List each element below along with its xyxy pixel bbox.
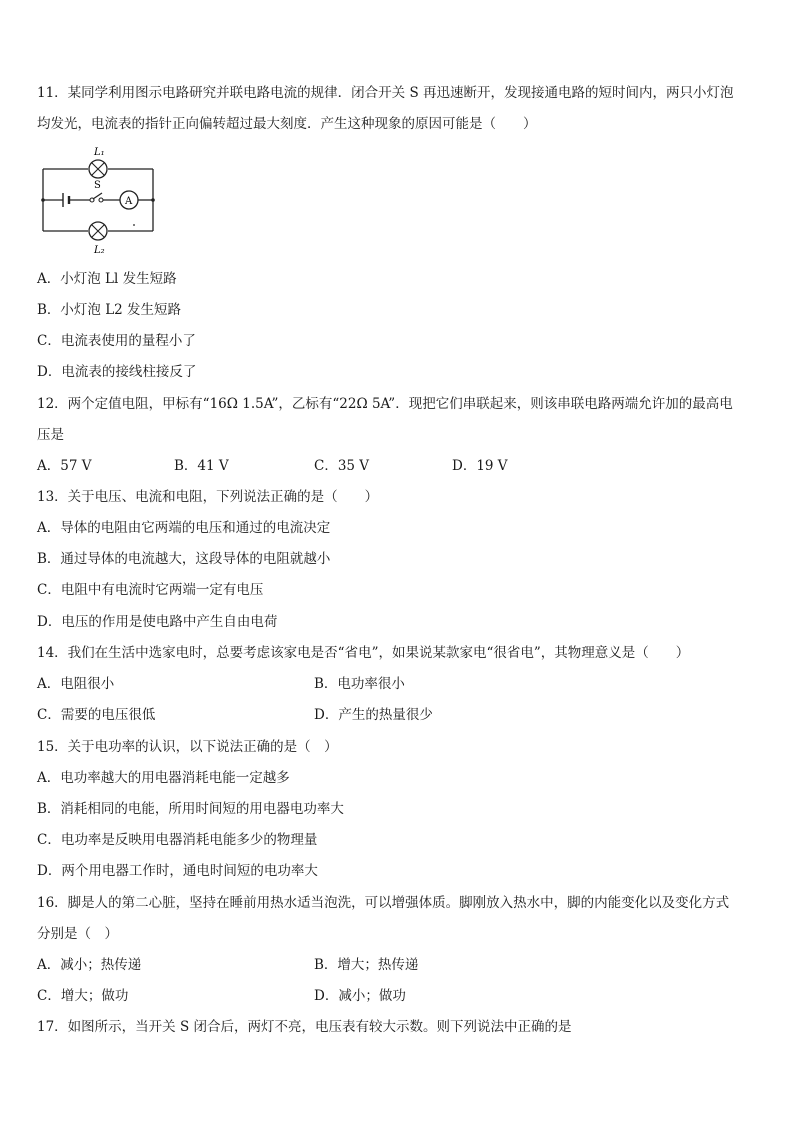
switch-symbol: [90, 193, 103, 202]
q16-option-a: A．减小；热传递: [37, 957, 142, 973]
q11-option-c: C．电流表使用的量程小了: [37, 333, 196, 349]
battery-symbol: [63, 193, 69, 207]
label-l2: L₂: [94, 245, 105, 256]
q15-option-b: B．消耗相同的电能，所用时间短的用电器电功率大: [37, 801, 344, 817]
q12-option-a: A．57 V: [37, 458, 92, 474]
label-ammeter: A: [125, 196, 133, 207]
q14-option-a: A．电阻很小: [37, 676, 115, 692]
q15-option-a: A．电功率越大的用电器消耗电能一定越多: [37, 770, 290, 786]
q13-option-d: D．电压的作用是使电路中产生自由电荷: [37, 614, 278, 630]
q14-option-c: C．需要的电压很低: [37, 707, 156, 723]
q14-stem: 14．我们在生活中选家电时，总要考虑该家电是否“省电”，如果说某款家电“很省电”，其物理意义是（ ）: [37, 645, 690, 661]
q15-stem: 15．关于电功率的认识，以下说法正确的是（ ）: [37, 739, 338, 755]
q12-stem-line1: 12．两个定值电阻，甲标有“16Ω 1.5A”，乙标有“22Ω 5A”．现把它们串联起来，则该串联电路两端允许加的最高电: [37, 396, 733, 412]
lamp-l2-symbol: [89, 222, 107, 240]
q12-option-d: D．19 V: [452, 458, 508, 474]
q16-option-c: C．增大；做功: [37, 988, 129, 1004]
q12-option-b: B．41 V: [174, 458, 229, 474]
q13-option-c: C．电阻中有电流时它两端一定有电压: [37, 582, 264, 598]
q16-stem-line1: 16．脚是人的第二心脏，坚持在睡前用热水适当泡洗，可以增强体质。脚刚放入热水中，脚的内能变化以及变化方式: [37, 895, 730, 911]
q11-option-b: B．小灯泡 L2 发生短路: [37, 302, 182, 318]
q16-stem-line2: 分别是（ ）: [37, 926, 118, 942]
q13-option-a: A．导体的电阻由它两端的电压和通过的电流决定: [37, 520, 331, 536]
q16-option-b: B．增大；热传递: [314, 957, 419, 973]
q16-option-d: D．减小；做功: [314, 988, 406, 1004]
q13-option-b: B．通过导体的电流越大，这段导体的电阻就越小: [37, 551, 331, 567]
q15-option-d: D．两个用电器工作时，通电时间短的电功率大: [37, 863, 318, 879]
q14-option-d: D．产生的热量很少: [314, 707, 433, 723]
label-switch: S: [94, 180, 101, 191]
q11-stem-line1: 11．某同学利用图示电路研究并联电路电流的规律．闭合开关 S 再迅速断开，发现接通电路的短时间内，两只小灯泡: [37, 85, 734, 101]
q15-option-c: C．电功率是反映用电器消耗电能多少的物理量: [37, 832, 318, 848]
q11-circuit-diagram: [36, 143, 166, 258]
q13-stem: 13．关于电压、电流和电阻，下列说法正确的是（ ）: [37, 489, 379, 505]
q11-stem-line2: 均发光，电流表的指针正向偏转超过最大刻度．产生这种现象的原因可能是（ ）: [37, 116, 537, 132]
q11-option-d: D．电流表的接线柱接反了: [37, 364, 197, 380]
q17-stem: 17．如图所示，当开关 S 闭合后，两灯不亮，电压表有较大示数。则下列说法中正确的是: [37, 1019, 572, 1035]
q11-option-a: A．小灯泡 Ll 发生短路: [37, 271, 177, 287]
q12-option-c: C．35 V: [314, 458, 370, 474]
lamp-l1-symbol: [89, 160, 107, 178]
q12-stem-line2: 压是: [37, 427, 64, 443]
label-l1: L₁: [94, 147, 105, 158]
q14-option-b: B．电功率很小: [314, 676, 405, 692]
